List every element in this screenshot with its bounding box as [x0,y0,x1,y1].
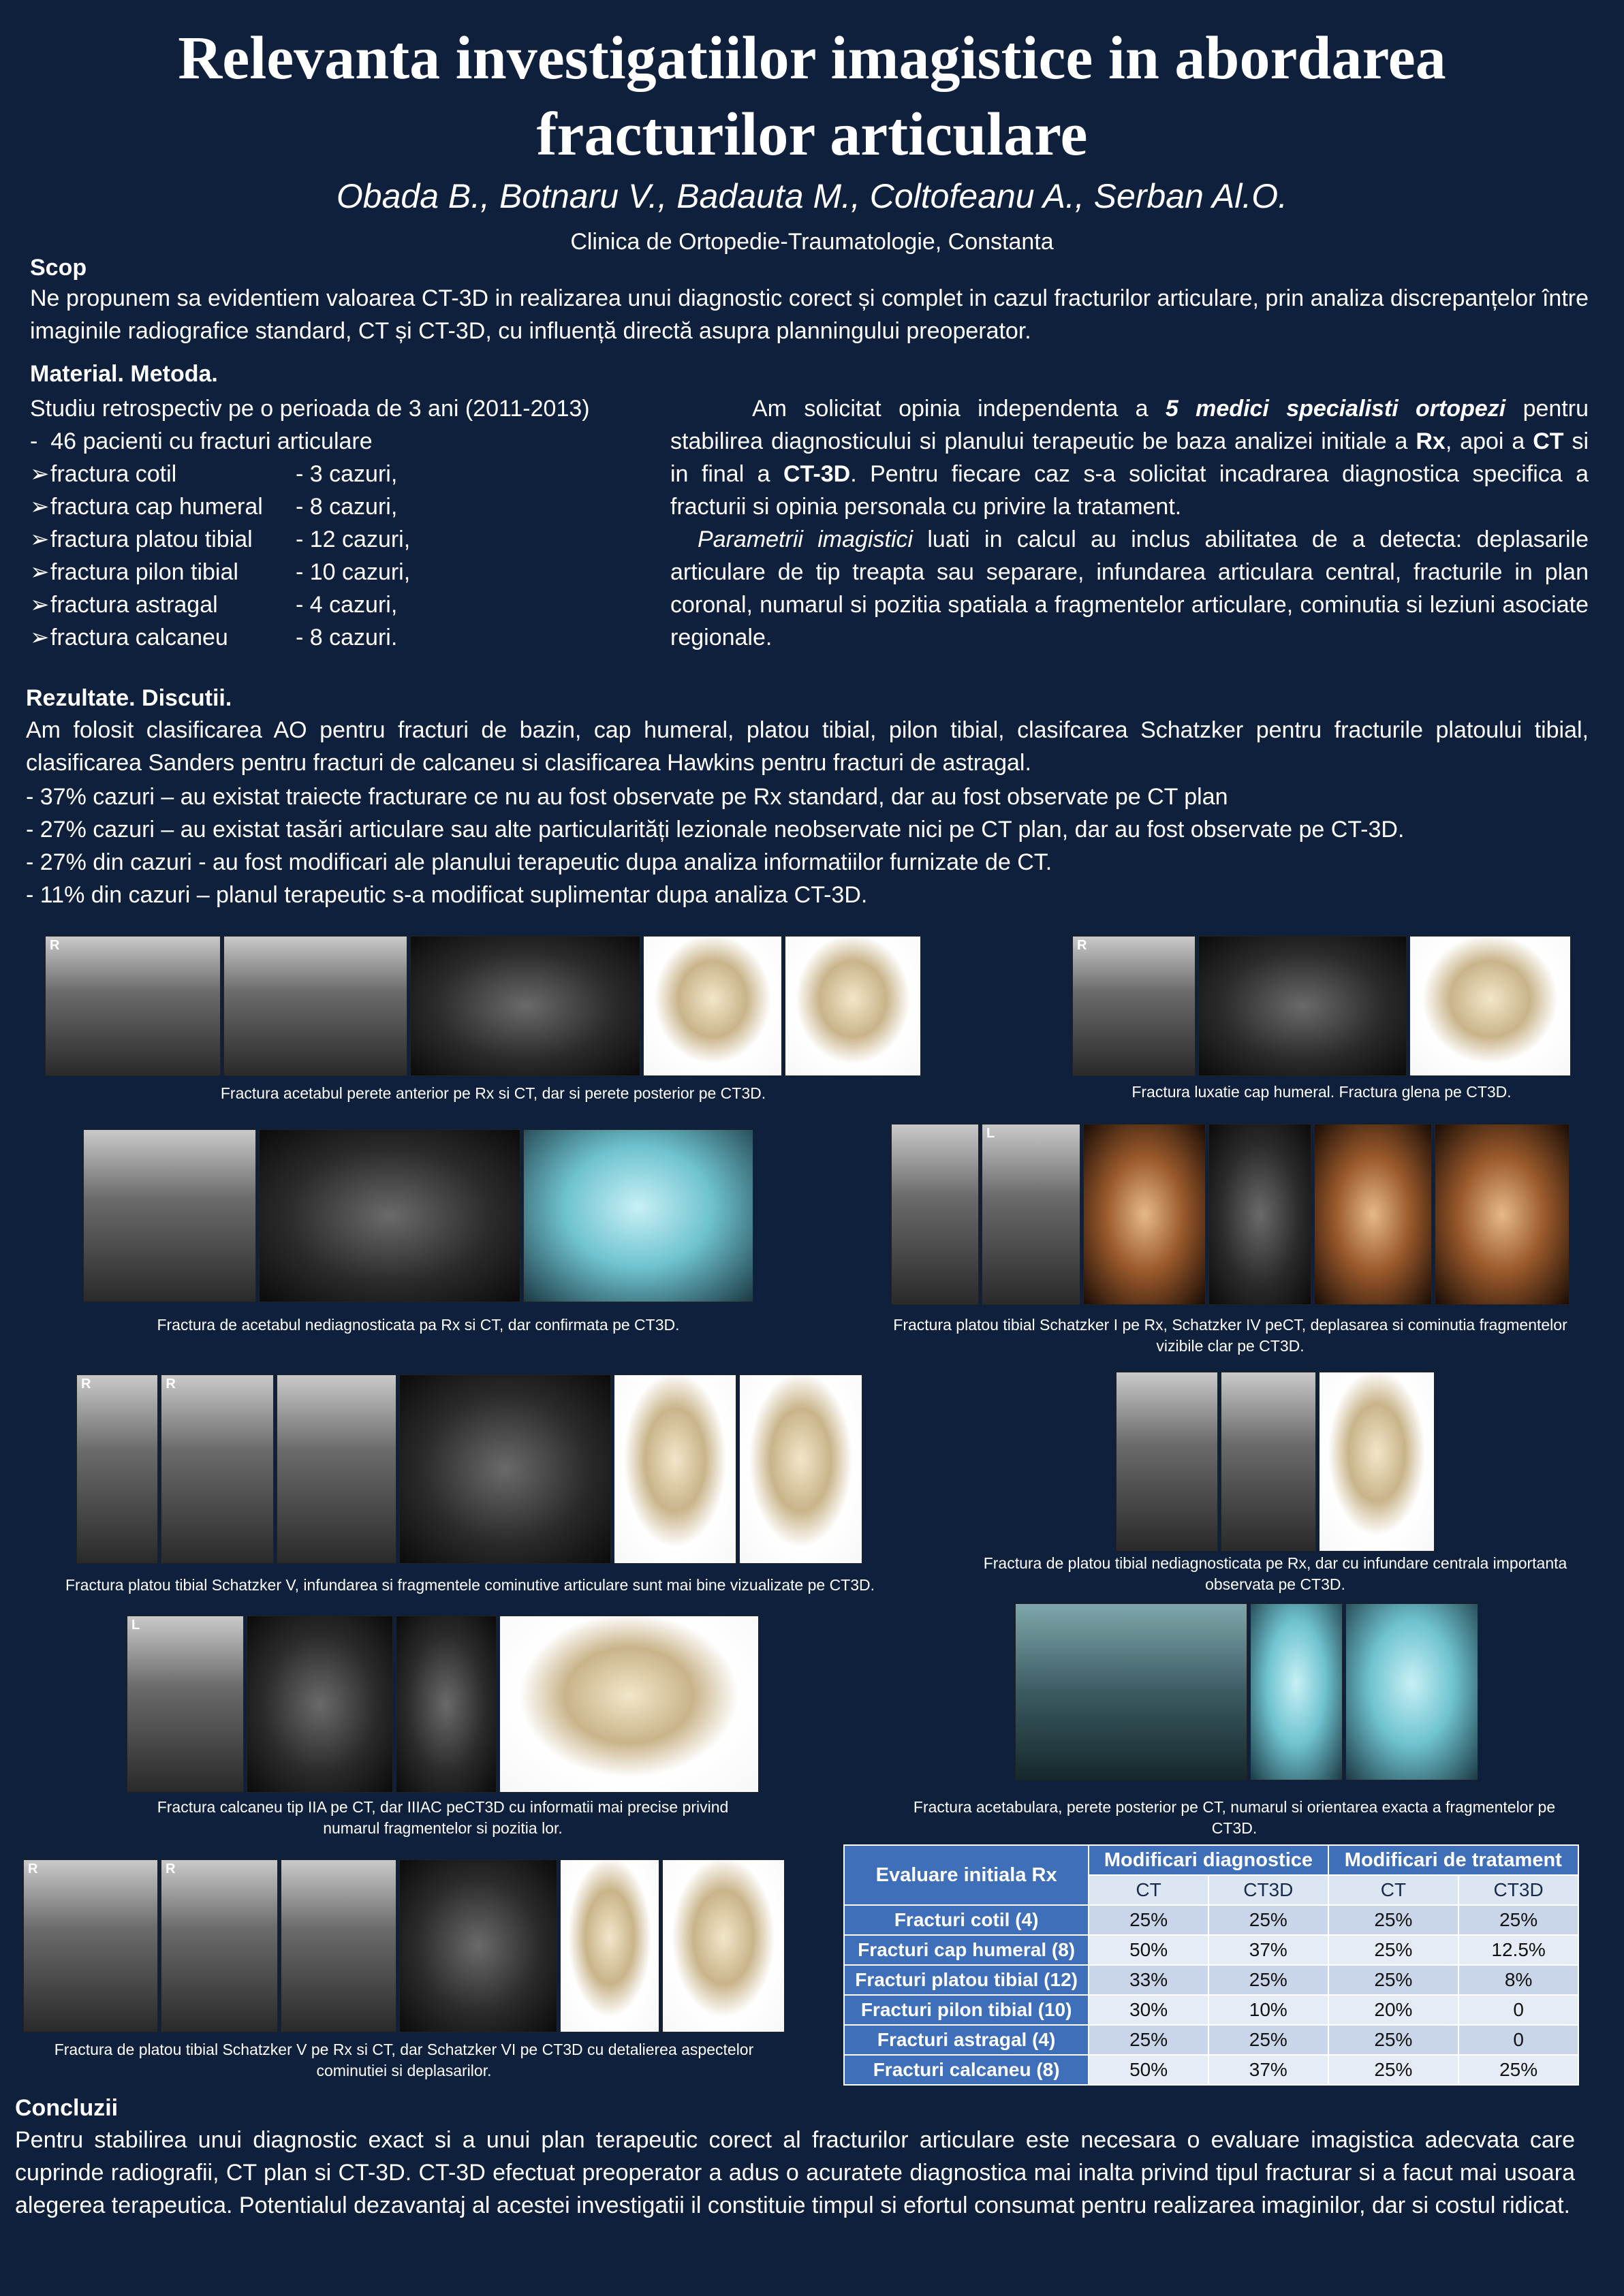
table-row [844,2025,1578,2055]
results-table [843,1844,1579,2086]
table-cell: 50% [1089,2055,1208,2085]
ct3d-image [1345,1603,1478,1780]
table-row-label: Fracturi calcaneu (8) [844,2055,1089,2085]
table-row [844,2055,1578,2085]
scope-text: Ne propunem sa evidentiem valoarea CT-3D in realizarea unui diagnostic corect și complet in cazul fracturilor articulare, prin analiza discrepanțelor între imaginile radiografice standard, CT și CT-3D, cu influență directă asupra planningului preoperator. [30,285,1589,344]
xray-image: R [45,936,221,1076]
table-cell: 25% [1328,1935,1459,1965]
affiliation: Clinica de Ortopedie-Traumatologie, Constanta [570,229,1054,255]
figure-caption: Fractura de platou tibial Schatzker V pe Rx si CT, dar Schatzker VI pe CT3D cu detalierea aspectelor cominutiei si deplasarilor. [54,2041,754,2079]
xray-image [223,936,407,1076]
table-cell: 25% [1089,1905,1208,1935]
figure-calcaneus-images [127,1616,759,1791]
table-cell: 25% [1328,2025,1459,2055]
table-cell: 25% [1328,2055,1459,2085]
ct3d-image [1319,1372,1435,1552]
table-subheader: CT [1089,1875,1208,1905]
xray-image [891,1124,979,1305]
results-list [26,781,1589,911]
ct3d-image [785,936,921,1076]
method-paragraph-1: Am solicitat opinia independenta a 5 medici specialisti ortopezi pentru stabilirea diagnosticului si planului terapeutic be baza analizei initiale a Rx, apoi a CT si in final a CT-3D. Pentru fiecare caz s-a solicitat incadrarea diagnostica specifica a fracturii si opinia personala cu privire la tratament. [670,396,1589,520]
ct-image [1083,1124,1206,1305]
xray-image: R [76,1374,158,1564]
xray-image: R [161,1859,278,2032]
figure-tibial-1-images [891,1124,1570,1304]
xray-image [1015,1603,1247,1780]
ct-image [399,1374,612,1564]
ct-image [259,1129,520,1302]
table-row [844,1965,1578,1995]
table-cell: 37% [1208,2055,1328,2085]
figure-tibial-4-images [23,1859,785,2031]
conclusions-text: Pentru stabilirea unui diagnostic exact si a unui plan terapeutic corect al fracturilor articulare este necesara o evaluare imagistica adecvata care cuprinde radiografii, CT plan si CT-3D. CT-3D efectuat preoperator a adus o acuratete diagnostica mai inalta privind tipul fracturar si a facut mai usoara alegerea terapeutica. Potentialul dezavantaj al acestei investigatii il constituie timpul si efortul consumat pentru realizarea imaginilor, dar si costul ridicat. [15,2127,1575,2218]
poster-title: Relevanta investigatiilor imagistice in abordarea fracturilor articulare [178,25,1446,168]
xray-image: L [127,1616,244,1793]
table-cell: 33% [1089,1965,1208,1995]
xray-image [1116,1372,1218,1552]
scope-heading: Scop [30,255,87,281]
case-row: ➢fractura pilon tibial - 10 cazuri, [30,556,663,588]
result-item: - 27% din cazuri - au fost modificari ale planului terapeutic dupa analiza informatiilor furnizate de CT. [26,849,1052,875]
result-item: - 37% cazuri – au existat traiecte fracturare ce nu au fost observate pe Rx standard, dar au fost observate pe CT plan [26,784,1228,810]
results-heading: Rezultate. Discutii. [26,685,232,711]
patient-count: - 46 pacienti cu fracturi articulare [30,428,373,454]
table-cell: 8% [1458,1965,1578,1995]
ct-image [247,1616,394,1793]
figure-tibial-2-images [76,1374,862,1562]
table-header-row-label: Evaluare initiala Rx [844,1845,1089,1905]
figure-acetabul-3-images [1015,1603,1478,1779]
study-period: Studiu retrospectiv pe o perioada de 3 ani (2011-2013) [30,396,590,422]
ct3d-image [662,1859,785,2032]
table-cell: 25% [1208,2025,1328,2055]
ct3d-image [1409,936,1571,1076]
table-cell: 20% [1328,1995,1459,2025]
conclusions-heading: Concluzii [15,2095,119,2121]
table-subheader: CT3D [1458,1875,1578,1905]
table-cell: 25% [1328,1965,1459,1995]
xray-image: R [23,1859,158,2032]
figure-caption: Fractura de acetabul nediagnosticata pa Rx si CT, dar confirmata pe CT3D. [157,1316,680,1334]
table-cell: 25% [1089,2025,1208,2055]
arrow-bullet-icon: ➢ [30,592,50,618]
table-header-diagnostic: Modificari diagnostice [1089,1845,1328,1875]
table-cell: 50% [1089,1935,1208,1965]
table-cell: 25% [1208,1965,1328,1995]
figure-caption: Fractura acetabulara, perete posterior pe CT, numarul si orientarea exacta a fragmentelor pe CT3D. [913,1798,1556,1837]
case-row: ➢fractura platou tibial - 12 cazuri, [30,523,663,556]
xray-image [83,1129,256,1302]
ct-image [399,1859,557,2032]
ct3d-image [499,1616,759,1793]
table-cell: 25% [1328,1905,1459,1935]
table-cell: 10% [1208,1995,1328,2025]
xray-image [277,1374,396,1564]
table-row-label: Fracturi platou tibial (12) [844,1965,1089,1995]
arrow-bullet-icon: ➢ [30,625,50,650]
figure-humerus-images [1072,936,1571,1075]
result-item: - 27% cazuri – au existat tasări articulare sau alte particularități lezionale neobservate nici pe CT plan, dar au fost observate pe CT-3D. [26,817,1405,843]
result-item: - 11% din cazuri – planul terapeutic s-a modificat suplimentar dupa analiza CT-3D. [26,882,868,908]
ct-image [410,936,640,1076]
case-row: ➢fractura cap humeral - 8 cazuri, [30,490,663,523]
ct3d-image [523,1129,753,1302]
figure-caption: Fractura platou tibial Schatzker V, infundarea si fragmentele cominutive articulare sunt mai bine vizualizate pe CT3D. [65,1576,875,1594]
figure-caption: Fractura de platou tibial nediagnosticata pe Rx, dar cu infundare centrala importanta observata pe CT3D. [983,1554,1567,1593]
figure-acetabul-2-images [83,1129,753,1301]
table-subheader: CT3D [1208,1875,1328,1905]
figure-caption: Fractura calcaneu tip IIA pe CT, dar IIIAC peCT3D cu informatii mai precise privind numarul fragmentelor si pozitia lor. [157,1798,729,1837]
method-paragraph-2: Parametrii imagistici luati in calcul au inclus abilitatea de a detecta: deplasarile articulare de tip treapta sau separare, infundarea articulara central, fracturile in plan coronal, numarul si pozitia spatiala a fragmentelor articulare, cominutia si leziuni asociate regionale. [670,526,1589,650]
table-row-label: Fracturi cap humeral (8) [844,1935,1089,1965]
table-cell: 30% [1089,1995,1208,2025]
arrow-bullet-icon: ➢ [30,494,50,520]
xray-image: R [1072,936,1196,1076]
figure-caption: Fractura luxatie cap humeral. Fractura glena pe CT3D. [1131,1083,1512,1101]
table-cell: 25% [1208,1905,1328,1935]
method-heading: Material. Metoda. [30,361,218,387]
figure-acetabul-1-images [45,936,941,1075]
authors: Obada B., Botnaru V., Badauta M., Coltofeanu A., Serban Al.O. [336,177,1288,215]
xray-image [281,1859,396,2032]
table-cell: 12.5% [1458,1935,1578,1965]
table-row [844,1935,1578,1965]
table-row [844,1905,1578,1935]
ct3d-image [560,1859,659,2032]
method-list [30,392,663,654]
table-cell: 0 [1458,1995,1578,2025]
case-row: ➢fractura calcaneu - 8 cazuri. [30,621,663,654]
ct-image [1208,1124,1311,1305]
ct3d-image [614,1374,736,1564]
table-cell: 25% [1458,2055,1578,2085]
xray-image: R [161,1374,274,1564]
ct-image [1198,936,1407,1076]
table-row-label: Fracturi cotil (4) [844,1905,1089,1935]
figure-tibial-3-images [1116,1372,1435,1550]
case-row: ➢fractura cotil - 3 cazuri, [30,458,663,490]
figure-caption: Fractura acetabul perete anterior pe Rx si CT, dar si perete posterior pe CT3D. [220,1084,766,1102]
results-table-wrapper [843,1844,1579,2086]
arrow-bullet-icon: ➢ [30,559,50,585]
table-row-label: Fracturi astragal (4) [844,2025,1089,2055]
xray-image [1221,1372,1316,1552]
arrow-bullet-icon: ➢ [30,461,50,487]
table-cell: 25% [1458,1905,1578,1935]
arrow-bullet-icon: ➢ [30,526,50,552]
xray-image: L [982,1124,1080,1305]
table-header-treatment: Modificari de tratament [1328,1845,1578,1875]
ct3d-image [739,1374,862,1564]
ct-image [1250,1603,1343,1780]
table-subheader: CT [1328,1875,1459,1905]
ct3d-image [643,936,782,1076]
table-cell: 37% [1208,1935,1328,1965]
ct3d-image [1314,1124,1432,1305]
figure-caption: Fractura platou tibial Schatzker I pe Rx, Schatzker IV peCT, deplasarea si cominutia fragmentelor vizibile clar pe CT3D. [893,1316,1567,1355]
results-intro: Am folosit clasificarea AO pentru fracturi de bazin, cap humeral, platou tibial, pilon tibial, clasifcarea Schatzker pentru fracturile platoului tibial, clasificarea Sanders pentru fracturi de calcaneu si clasificarea Hawkins pentru fracturi de astragal. [26,717,1589,776]
table-cell: 0 [1458,2025,1578,2055]
table-row [844,1995,1578,2025]
ct3d-image [1435,1124,1570,1305]
case-row: ➢fractura astragal - 4 cazuri, [30,588,663,621]
ct-image [396,1616,497,1793]
table-row-label: Fracturi pilon tibial (10) [844,1995,1089,2025]
